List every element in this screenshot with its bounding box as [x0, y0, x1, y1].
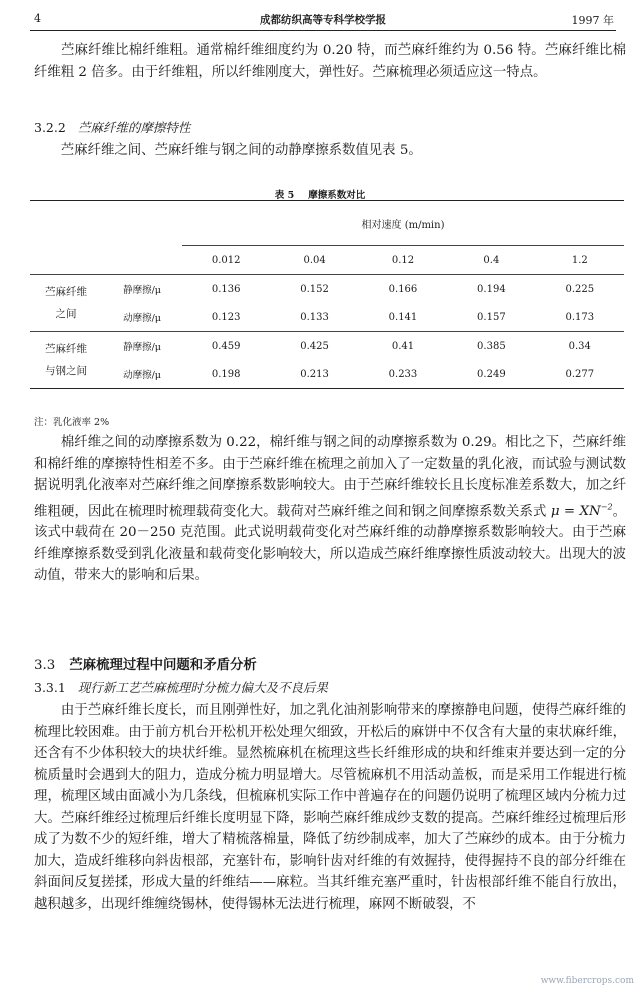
publication-year: 1997 年: [571, 14, 614, 27]
speed-value: 0.4: [447, 246, 535, 275]
group-label: 苎麻纤维 与钢之间: [30, 332, 102, 389]
table-cell: 0.166: [388, 283, 418, 295]
speed-value: 0.012: [182, 246, 270, 275]
intro-paragraph: 苎麻纤维比棉纤维粗。通常棉纤维细度约为 0.20 特，而苎麻纤维约为 0.56 特。苎麻纤维比棉纤维粗 2 倍多。由于纤维粗，所以纤维刚度大，弹性好。苎麻梳理必须适应这一特点。: [34, 43, 626, 80]
speed-value: 0.12: [359, 246, 447, 275]
table-cell: 0.141: [388, 311, 418, 323]
speed-value: 1.2: [536, 246, 624, 275]
table-row: [30, 275, 624, 304]
speed-values-row: [30, 246, 624, 275]
page-number: 4: [34, 12, 41, 25]
journal-name: 成都纺织高等专科学校学报: [260, 14, 386, 26]
table-reference-paragraph: 苎麻纤维之间、苎麻纤维与钢之间的动静摩擦系数值见表 5。: [60, 143, 422, 158]
table-cell: 0.157: [477, 311, 506, 323]
group-label: 苎麻纤维 之间: [45, 286, 87, 320]
coefficient-label: 静摩擦/μ: [102, 332, 182, 361]
friction-formula: $\mu = XN^{-2}$: [550, 502, 613, 519]
speed-value: 0.04: [270, 246, 358, 275]
table-cell: 0.133: [300, 311, 329, 323]
watermark-text: www.fibercrops.com: [540, 976, 634, 986]
coefficient-label: 动摩擦/μ: [102, 360, 182, 389]
table-cell: 0.123: [211, 311, 241, 323]
section-heading-3-3-1: 3.3.1 现行新工艺苎麻梳理时分梳力偏大及不良后果: [34, 680, 328, 695]
coefficient-label: 动摩擦/μ: [123, 313, 161, 324]
table-cell: 0.277: [536, 360, 624, 389]
table-cell: 0.173: [565, 311, 595, 323]
table-cell: 0.459: [182, 332, 270, 361]
coefficient-label: 静摩擦/μ: [123, 285, 161, 296]
analysis-paragraph: 棉纤维之间的动摩擦系数为 0.22，棉纤维与钢之间的动摩擦系数为 0.29。相比之下，苎麻纤维和棉纤维的摩擦特性相差不多。由于苎麻纤维在梳理之前加入了一定数量的乳化液，而试验与测试数据说明乳化液率对苎麻纤维之间摩擦系数影响较大。由于苎麻纤维较长且长度标准差系数大，加之纤维粗硬，因此在梳理时梳理载荷变化大。载荷对苎麻纤维之间和钢之间摩擦系数关系式 $\mu = XN^{-2}$。该式中载荷在 20－250 克范围。此式说明载荷变化对苎麻纤维的动静摩擦系数影响较大。由于苎麻纤维摩擦系数受到乳化液量和载荷变化影响较大，所以造成苎麻纤维摩擦性质波动较大。出现大的波动值，带来大的影响和后果。: [34, 435, 627, 584]
table-cell: 0.425: [270, 332, 358, 361]
speed-header: 相对速度 (m/min): [182, 201, 624, 246]
table-cell: 0.136: [211, 283, 241, 295]
table-cell: 0.34: [536, 332, 624, 361]
running-header: [30, 8, 616, 31]
table-cell: 0.41: [359, 332, 447, 361]
table-cell: 0.213: [270, 360, 358, 389]
table-cell: 0.249: [447, 360, 535, 389]
table-caption: 表 5 摩擦系数对比: [274, 190, 366, 201]
table-row: [30, 303, 624, 332]
table-note: 注：乳化液率 2%: [34, 417, 110, 428]
table-row: [30, 332, 624, 361]
table-cell: 0.233: [359, 360, 447, 389]
friction-table: [30, 200, 624, 389]
table-cell: 0.152: [300, 283, 329, 295]
table-cell: 0.194: [477, 283, 506, 295]
table-header-row: [30, 201, 624, 246]
table-cell: 0.385: [447, 332, 535, 361]
table-row: [30, 360, 624, 389]
section-heading-3-3: 3.3 苎麻梳理过程中问题和矛盾分析: [34, 657, 257, 673]
table-cell: 0.198: [182, 360, 270, 389]
section-heading-3-2-2: 3.2.2 苎麻纤维的摩擦特性: [34, 120, 191, 135]
table-cell: 0.225: [565, 283, 595, 295]
carding-paragraph: 由于苎麻纤维长度长，而且刚弹性好，加之乳化油剂影响带来的摩擦静电问题，使得苎麻纤维的梳理比较困难。由于前方机台开松机开松处理欠细致，开松后的麻饼中不仅含有大量的束状麻纤维，还含有不少体积较大的块状纤维。显然梳麻机在梳理这些长纤维形成的块和纤维束并要达到一定的分梳质量时会遇到大的阻力，造成分梳力明显增大。尽管梳麻机不用活动盖板，而是采用工作辊进行梳理，梳理区域由面减小为几条线，但梳麻机实际工作中普遍存在的问题仍说明了梳理区域内分梳力过大。苎麻纤维经过梳理后纤维长度明显下降，影响苎麻纤维成纱支数的提高。苎麻纤维经过梳理后形成了为数不少的短纤维，增大了精梳落棉量，降低了纺纱制成率，加大了苎麻纱的成本。由于分梳力加大，造成纤维移向斜齿根部，充塞针布，影响针齿对纤维的有效握持，使得握持不良的部分纤维在斜面间反复搓揉，形成大量的纤维结——麻粒。当其纤维充塞严重时，针齿根部纤维不能自行放出，越积越多，出现纤维缠绕锡林，使得锡林无法进行梳理，麻网不断破裂，不: [34, 703, 626, 912]
